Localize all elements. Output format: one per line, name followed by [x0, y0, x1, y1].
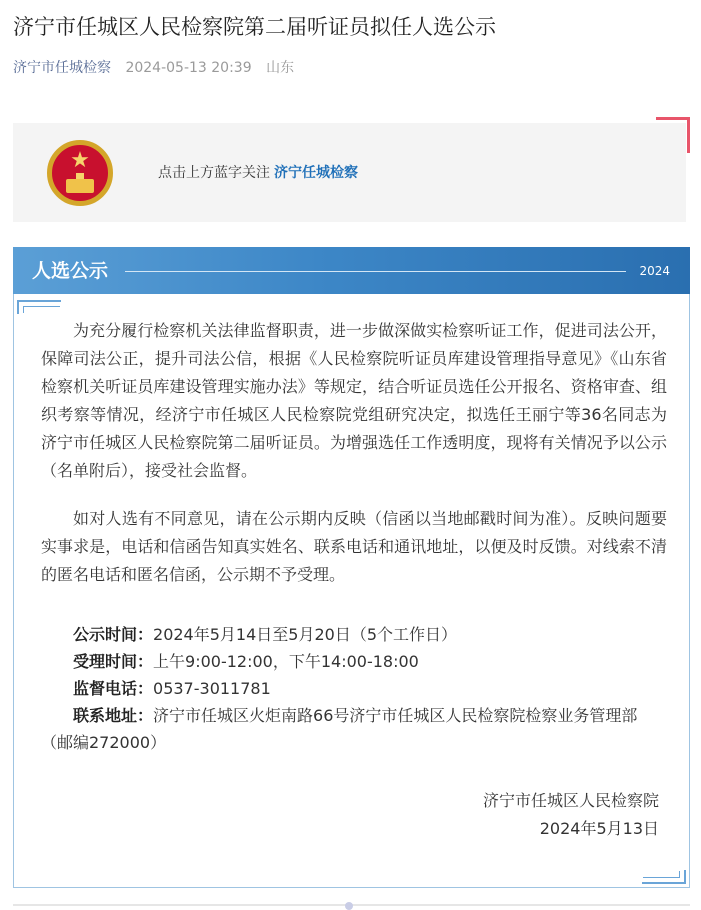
procuratorate-emblem-icon: ★: [47, 140, 113, 206]
paragraph: 如对人选有不同意见，请在公示期内反映（信函以当地邮戳时间为准）。反映问题要实事求是，电话和信函告知真实姓名、联系电话和通讯地址，以便及时反馈。对线索不清的匿名电话和匿名信函，公示期不予受理。: [41, 509, 667, 584]
notice-header: [13, 247, 690, 294]
bottom-dot-decoration: [345, 902, 353, 910]
info-row-period: 公示时间：2024年5月14日至5月20日（5个工作日）: [73, 625, 457, 644]
info-row-hours: 受理时间：上午9:00-12:00，下午14:00-18:00: [73, 652, 419, 671]
signature-org: 济宁市任城区人民检察院: [482, 791, 659, 810]
account-name-link[interactable]: 济宁市任城检察: [13, 60, 111, 76]
corner-bracket-bottom-right: [642, 870, 686, 884]
signature-block: [483, 787, 659, 843]
follow-prompt-text: 点击上方蓝字关注: [158, 165, 270, 181]
notice-heading: 人选公示: [32, 260, 109, 282]
paragraph: 为充分履行检察机关法律监督职责，进一步做深做实检察听证工作，促进司法公开，保障司法公正，提升司法公信，根据《人民检察院听证员库建设管理指导意见》《山东省检察机关听证员库建设管理实施办法》等规定，结合听证员选任公开报名、资格审查、组织考察等情况，经济宁市任城区人民检察院党组研究决定，拟选任王丽宁等36名同志为济宁市任城区人民检察院第二届听证员。为增强选任工作透明度，现将有关情况予以公示（名单附后），接受社会监督。: [41, 321, 667, 480]
header-divider: [125, 271, 626, 272]
contact-info: [41, 621, 667, 756]
corner-bracket-top-left: [17, 300, 61, 314]
publish-time: 2024-05-13 20:39: [125, 60, 252, 76]
notice-year: 2024: [639, 264, 670, 278]
article-meta: [13, 58, 294, 78]
info-row-phone: 监督电话：0537-3011781: [73, 679, 271, 698]
corner-decoration: [656, 117, 690, 153]
article-title: 济宁市任城区人民检察院第二届听证员拟任人选公示: [13, 15, 496, 39]
notice-body: [41, 317, 667, 609]
follow-account-link[interactable]: 济宁任城检察: [274, 165, 358, 181]
signature-date: 2024年5月13日: [539, 819, 659, 838]
notice-box: [13, 247, 690, 888]
follow-banner: [13, 123, 686, 222]
publish-region: 山东: [266, 60, 295, 76]
info-row-address: 联系地址：济宁市任城区火炬南路66号济宁市任城区人民检察院检察业务管理部（邮编272000）: [41, 706, 638, 752]
follow-prompt: [158, 163, 358, 183]
